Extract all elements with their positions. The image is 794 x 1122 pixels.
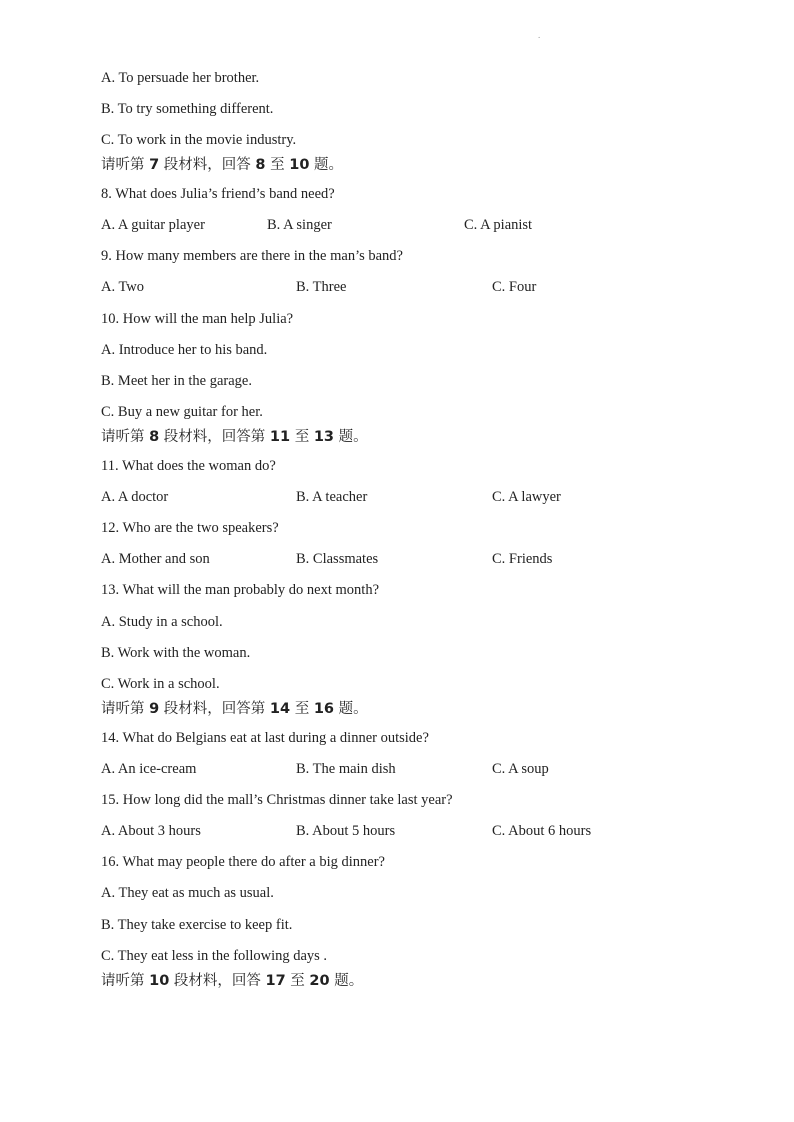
section-heading-text: 段材料，回答 xyxy=(169,972,266,989)
q9-option-a: A. Two xyxy=(101,279,145,296)
question-11: 11. What does the woman do? xyxy=(101,457,276,474)
section-heading-text: 请听第 xyxy=(101,701,150,717)
q9-option-c: C. Four xyxy=(492,279,537,296)
section-heading-text: 请听第 xyxy=(101,157,150,174)
section-heading-text: 题。 xyxy=(329,972,364,989)
q12-option-a: A. Mother and son xyxy=(101,551,210,568)
q11-option-b: B. A teacher xyxy=(296,488,368,505)
q13-option-a: A. Study in a school. xyxy=(101,613,223,630)
section-heading-text: 题。 xyxy=(309,157,344,174)
question-15: 15. How long did the mall’s Christmas dinner take last year? xyxy=(101,791,453,808)
q10-option-c: C. Buy a new guitar for her. xyxy=(101,404,263,421)
q16-option-a: A. They eat as much as usual. xyxy=(101,885,274,902)
q16-option-c: C. They eat less in the following days . xyxy=(101,947,328,964)
page-mark: . xyxy=(538,30,541,40)
question-13: 13. What will the man probably do next month? xyxy=(101,582,379,599)
question-range-end: 10 xyxy=(289,157,310,174)
section-heading-text: 至 xyxy=(285,972,310,989)
question-range-start: 8 xyxy=(255,157,266,174)
section-number: 9 xyxy=(149,701,160,717)
section-heading-text: 题。 xyxy=(334,701,368,717)
section-heading-7 xyxy=(101,154,741,182)
question-8-options xyxy=(101,213,741,244)
question-14: 14. What do Belgians eat at last during a dinner outside? xyxy=(101,729,429,746)
section-heading-text: 至 xyxy=(290,701,314,717)
q13-option-b: B. Work with the woman. xyxy=(101,644,251,661)
question-range-end: 13 xyxy=(313,429,335,446)
question-15-options xyxy=(101,819,741,850)
question-16: 16. What may people there do after a big dinner? xyxy=(101,854,385,871)
section-heading-text: 题。 xyxy=(334,429,368,446)
section-number: 8 xyxy=(149,429,160,446)
q12-option-c: C. Friends xyxy=(492,551,553,568)
exam-listening-section xyxy=(101,66,741,997)
q13-option-c: C. Work in a school. xyxy=(101,676,220,692)
question-14-options xyxy=(101,757,741,788)
q8-option-a: A. A guitar player xyxy=(101,217,205,234)
section-heading-text: 至 xyxy=(290,429,314,446)
section-heading-text: 请听第 xyxy=(101,429,150,446)
question-9-options xyxy=(101,275,741,306)
section-heading-9 xyxy=(101,698,741,726)
q11-option-a: A. A doctor xyxy=(101,488,169,505)
question-10: 10. How will the man help Julia? xyxy=(101,310,294,327)
question-12: 12. Who are the two speakers? xyxy=(101,520,279,537)
section-heading-text: 段材料，回答第 xyxy=(159,701,270,717)
question-range-start: 17 xyxy=(265,972,286,989)
section-heading-text: 段材料，回答第 xyxy=(159,429,270,446)
q7-option-b: B. To try something different. xyxy=(101,101,274,118)
q9-option-b: B. Three xyxy=(296,279,347,296)
q16-option-b: B. They take exercise to keep fit. xyxy=(101,916,293,933)
q15-option-b: B. About 5 hours xyxy=(296,823,396,840)
section-number: 10 xyxy=(149,972,170,989)
question-range-end: 16 xyxy=(313,701,335,717)
q8-option-c: C. A pianist xyxy=(464,217,533,234)
q15-option-a: A. About 3 hours xyxy=(101,823,201,840)
q14-option-b: B. The main dish xyxy=(296,760,396,777)
question-8: 8. What does Julia’s friend’s band need? xyxy=(101,185,335,202)
q12-option-b: B. Classmates xyxy=(296,551,379,568)
section-heading-text: 至 xyxy=(265,157,290,174)
section-heading-10 xyxy=(101,970,741,998)
q14-option-c: C. A soup xyxy=(492,760,549,777)
q11-option-c: C. A lawyer xyxy=(492,488,561,505)
q7-option-c: C. To work in the movie industry. xyxy=(101,132,297,149)
q7-option-a: A. To persuade her brother. xyxy=(101,70,260,86)
question-11-options xyxy=(101,485,741,516)
q10-option-b: B. Meet her in the garage. xyxy=(101,373,252,389)
question-12-options xyxy=(101,547,741,578)
q15-option-c: C. About 6 hours xyxy=(492,823,592,840)
q10-option-a: A. Introduce her to his band. xyxy=(101,341,268,358)
q8-option-b: B. A singer xyxy=(267,217,332,234)
section-heading-8 xyxy=(101,426,741,454)
question-range-start: 11 xyxy=(269,429,291,446)
section-heading-text: 段材料，回答 xyxy=(159,157,256,174)
question-range-end: 20 xyxy=(309,972,330,989)
question-range-start: 14 xyxy=(269,701,291,717)
section-heading-text: 请听第 xyxy=(101,972,150,989)
section-number: 7 xyxy=(149,157,160,174)
q14-option-a: A. An ice-cream xyxy=(101,760,197,777)
question-9: 9. How many members are there in the man’s band? xyxy=(101,248,403,265)
